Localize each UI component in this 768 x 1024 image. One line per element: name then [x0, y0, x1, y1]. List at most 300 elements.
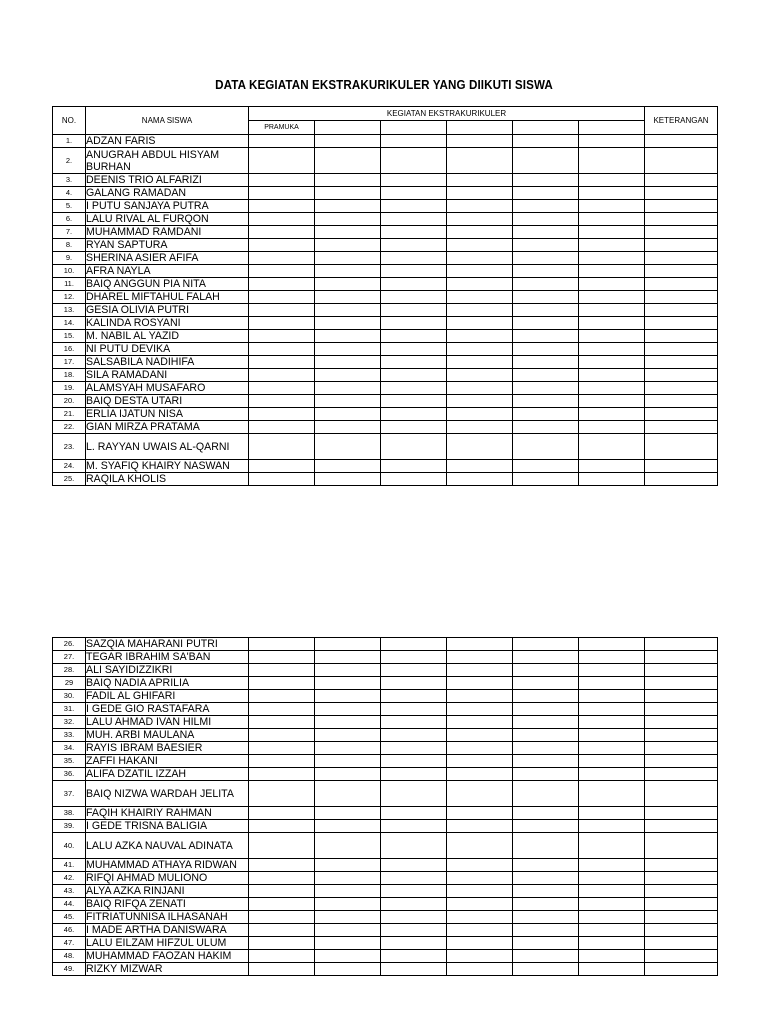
activity-cell	[381, 950, 447, 963]
notes-cell	[645, 473, 718, 486]
student-name: NI PUTU DEVIKA	[86, 343, 249, 356]
activity-cell	[315, 213, 381, 226]
activity-cell	[447, 200, 513, 213]
activity-cell	[315, 651, 381, 664]
notes-cell	[645, 395, 718, 408]
student-name: LALU AHMAD IVAN HILMI	[86, 716, 249, 729]
header-activities: KEGIATAN EKSTRAKURIKULER	[249, 107, 645, 121]
activity-cell	[447, 872, 513, 885]
row-number: 6.	[53, 213, 86, 226]
activity-cell	[513, 703, 579, 716]
table-row	[53, 833, 718, 859]
student-name: FITRIATUNNISA ILHASANAH	[86, 911, 249, 924]
header-notes: KETERANGAN	[645, 107, 718, 135]
activity-cell	[579, 382, 645, 395]
notes-cell	[645, 434, 718, 460]
student-name: FAQIH KHAIRIY RAHMAN	[86, 807, 249, 820]
table-row	[53, 755, 718, 768]
activity-cell	[249, 291, 315, 304]
activity-cell	[447, 664, 513, 677]
student-name: ALYA AZKA RINJANI	[86, 885, 249, 898]
activity-cell	[249, 395, 315, 408]
activity-cell	[447, 742, 513, 755]
activity-cell	[513, 755, 579, 768]
notes-cell	[645, 369, 718, 382]
activity-cell	[315, 330, 381, 343]
activity-cell	[249, 265, 315, 278]
row-number: 40.	[53, 833, 86, 859]
activity-cell	[381, 742, 447, 755]
header-activity-4	[447, 121, 513, 135]
activity-cell	[447, 252, 513, 265]
student-name: LALU EILZAM HIFZUL ULUM	[86, 937, 249, 950]
table-row	[53, 872, 718, 885]
notes-cell	[645, 677, 718, 690]
activity-cell	[447, 690, 513, 703]
activity-cell	[447, 135, 513, 148]
activity-cell	[579, 807, 645, 820]
activity-cell	[579, 317, 645, 330]
row-number: 24.	[53, 460, 86, 473]
table-row	[53, 820, 718, 833]
activity-cell	[513, 200, 579, 213]
student-name: KALINDA ROSYANI	[86, 317, 249, 330]
notes-cell	[645, 265, 718, 278]
student-name: BAIQ DESTA UTARI	[86, 395, 249, 408]
row-number: 9.	[53, 252, 86, 265]
activity-cell	[447, 911, 513, 924]
student-name: GALANG RAMADAN	[86, 187, 249, 200]
table-row	[53, 460, 718, 473]
activity-cell	[315, 226, 381, 239]
student-name: ADZAN FARIS	[86, 135, 249, 148]
activity-cell	[579, 239, 645, 252]
activity-cell	[513, 911, 579, 924]
activity-cell	[513, 148, 579, 174]
activity-cell	[447, 950, 513, 963]
activity-cell	[249, 833, 315, 859]
activity-cell	[579, 638, 645, 651]
notes-cell	[645, 924, 718, 937]
activity-cell	[447, 148, 513, 174]
activity-cell	[513, 369, 579, 382]
table-row	[53, 252, 718, 265]
activity-cell	[513, 434, 579, 460]
activity-cell	[249, 781, 315, 807]
row-number: 2.	[53, 148, 86, 174]
activity-cell	[315, 963, 381, 976]
activity-cell	[447, 638, 513, 651]
row-number: 25.	[53, 473, 86, 486]
activity-cell	[579, 872, 645, 885]
activity-cell	[381, 651, 447, 664]
activity-cell	[315, 473, 381, 486]
row-number: 15.	[53, 330, 86, 343]
activity-cell	[579, 200, 645, 213]
table-row	[53, 278, 718, 291]
activity-cell	[579, 252, 645, 265]
activity-cell	[447, 226, 513, 239]
row-number: 27.	[53, 651, 86, 664]
row-number: 1.	[53, 135, 86, 148]
activity-cell	[513, 460, 579, 473]
notes-cell	[645, 213, 718, 226]
activity-cell	[513, 833, 579, 859]
activity-cell	[579, 356, 645, 369]
activity-cell	[249, 859, 315, 872]
row-number: 5.	[53, 200, 86, 213]
notes-cell	[645, 638, 718, 651]
table-row	[53, 434, 718, 460]
student-name: MUHAMMAD FAOZAN HAKIM	[86, 950, 249, 963]
activity-cell	[447, 716, 513, 729]
notes-cell	[645, 291, 718, 304]
activity-cell	[447, 343, 513, 356]
table-row	[53, 265, 718, 278]
student-activity-table-2	[52, 637, 718, 976]
table-body-2	[53, 638, 718, 976]
table-row	[53, 716, 718, 729]
table-row	[53, 473, 718, 486]
activity-cell	[249, 911, 315, 924]
notes-cell	[645, 820, 718, 833]
row-number: 26.	[53, 638, 86, 651]
activity-cell	[381, 408, 447, 421]
activity-cell	[579, 421, 645, 434]
activity-cell	[513, 963, 579, 976]
table-row	[53, 885, 718, 898]
student-name: MUHAMMAD RAMDANI	[86, 226, 249, 239]
document-title: DATA KEGIATAN EKSTRAKURIKULER YANG DIIKUTI SISWA	[215, 78, 553, 92]
activity-cell	[513, 226, 579, 239]
table-row	[53, 135, 718, 148]
activity-cell	[315, 638, 381, 651]
activity-cell	[579, 460, 645, 473]
row-number: 35.	[53, 755, 86, 768]
activity-cell	[579, 677, 645, 690]
activity-cell	[513, 859, 579, 872]
activity-cell	[315, 304, 381, 317]
activity-cell	[579, 833, 645, 859]
row-number: 7.	[53, 226, 86, 239]
activity-cell	[249, 382, 315, 395]
notes-cell	[645, 950, 718, 963]
row-number: 31.	[53, 703, 86, 716]
activity-cell	[315, 278, 381, 291]
activity-cell	[513, 278, 579, 291]
row-number: 33.	[53, 729, 86, 742]
student-name: AFRA NAYLA	[86, 265, 249, 278]
activity-cell	[579, 148, 645, 174]
notes-cell	[645, 408, 718, 421]
activity-cell	[315, 356, 381, 369]
activity-cell	[381, 278, 447, 291]
activity-cell	[381, 200, 447, 213]
activity-cell	[513, 820, 579, 833]
activity-cell	[249, 898, 315, 911]
activity-cell	[513, 135, 579, 148]
student-name: I GEDE GIO RASTAFARA	[86, 703, 249, 716]
student-name: BAIQ ANGGUN PIA NITA	[86, 278, 249, 291]
table-row	[53, 703, 718, 716]
activity-cell	[447, 729, 513, 742]
activity-cell	[579, 768, 645, 781]
table-row	[53, 937, 718, 950]
student-name: ZAFFI HAKANI	[86, 755, 249, 768]
student-name: RIFQI AHMAD MULIONO	[86, 872, 249, 885]
table-row	[53, 148, 718, 174]
activity-cell	[249, 343, 315, 356]
activity-cell	[381, 382, 447, 395]
activity-cell	[579, 473, 645, 486]
table-row	[53, 356, 718, 369]
activity-cell	[513, 885, 579, 898]
activity-cell	[249, 820, 315, 833]
row-number: 10.	[53, 265, 86, 278]
table-row	[53, 963, 718, 976]
activity-cell	[447, 677, 513, 690]
student-name: ANUGRAH ABDUL HISYAM BURHAN	[86, 148, 249, 174]
activity-cell	[249, 638, 315, 651]
notes-cell	[645, 174, 718, 187]
activity-cell	[381, 252, 447, 265]
activity-cell	[381, 265, 447, 278]
notes-cell	[645, 859, 718, 872]
notes-cell	[645, 278, 718, 291]
activity-cell	[315, 148, 381, 174]
activity-cell	[447, 395, 513, 408]
row-number: 32.	[53, 716, 86, 729]
activity-cell	[381, 187, 447, 200]
activity-cell	[381, 872, 447, 885]
activity-cell	[315, 291, 381, 304]
notes-cell	[645, 898, 718, 911]
notes-cell	[645, 768, 718, 781]
activity-cell	[381, 317, 447, 330]
activity-cell	[249, 664, 315, 677]
activity-cell	[447, 703, 513, 716]
student-name: GIAN MIRZA PRATAMA	[86, 421, 249, 434]
activity-cell	[315, 859, 381, 872]
activity-cell	[579, 703, 645, 716]
activity-cell	[381, 937, 447, 950]
activity-cell	[315, 239, 381, 252]
table-row	[53, 664, 718, 677]
student-name: RIZKY MIZWAR	[86, 963, 249, 976]
activity-cell	[579, 135, 645, 148]
activity-cell	[381, 677, 447, 690]
notes-cell	[645, 872, 718, 885]
activity-cell	[579, 690, 645, 703]
row-number: 29	[53, 677, 86, 690]
activity-cell	[315, 885, 381, 898]
activity-cell	[513, 317, 579, 330]
activity-cell	[249, 950, 315, 963]
activity-cell	[447, 213, 513, 226]
activity-cell	[579, 885, 645, 898]
activity-cell	[381, 885, 447, 898]
table-row	[53, 421, 718, 434]
activity-cell	[249, 304, 315, 317]
student-name: LALU AZKA NAUVAL ADINATA	[86, 833, 249, 859]
row-number: 30.	[53, 690, 86, 703]
notes-cell	[645, 382, 718, 395]
student-name: BAIQ RIFQA ZENATI	[86, 898, 249, 911]
activity-cell	[447, 963, 513, 976]
table-row	[53, 742, 718, 755]
activity-cell	[513, 174, 579, 187]
activity-cell	[381, 781, 447, 807]
activity-cell	[315, 898, 381, 911]
activity-cell	[579, 742, 645, 755]
activity-cell	[249, 239, 315, 252]
activity-cell	[315, 434, 381, 460]
row-number: 42.	[53, 872, 86, 885]
activity-cell	[249, 434, 315, 460]
activity-cell	[447, 937, 513, 950]
table-row	[53, 898, 718, 911]
table-row	[53, 343, 718, 356]
activity-cell	[315, 937, 381, 950]
notes-cell	[645, 833, 718, 859]
student-name: I GEDE TRISNA BALIGIA	[86, 820, 249, 833]
activity-cell	[513, 291, 579, 304]
activity-cell	[579, 343, 645, 356]
notes-cell	[645, 135, 718, 148]
student-name: M. NABIL AL YAZID	[86, 330, 249, 343]
notes-cell	[645, 356, 718, 369]
activity-cell	[447, 265, 513, 278]
activity-cell	[381, 226, 447, 239]
activity-cell	[249, 278, 315, 291]
activity-cell	[381, 729, 447, 742]
notes-cell	[645, 200, 718, 213]
row-number: 37.	[53, 781, 86, 807]
activity-cell	[249, 716, 315, 729]
student-name: DEENIS TRIO ALFARIZI	[86, 174, 249, 187]
activity-cell	[381, 239, 447, 252]
activity-cell	[513, 924, 579, 937]
activity-cell	[447, 382, 513, 395]
notes-cell	[645, 330, 718, 343]
table-row	[53, 638, 718, 651]
table-row	[53, 226, 718, 239]
activity-cell	[447, 859, 513, 872]
table-row	[53, 213, 718, 226]
activity-cell	[513, 729, 579, 742]
activity-cell	[513, 343, 579, 356]
activity-cell	[579, 213, 645, 226]
row-number: 44.	[53, 898, 86, 911]
activity-cell	[381, 304, 447, 317]
activity-cell	[579, 408, 645, 421]
activity-cell	[315, 265, 381, 278]
activity-cell	[579, 278, 645, 291]
notes-cell	[645, 807, 718, 820]
student-name: I PUTU SANJAYA PUTRA	[86, 200, 249, 213]
row-number: 34.	[53, 742, 86, 755]
activity-cell	[249, 148, 315, 174]
activity-cell	[381, 716, 447, 729]
activity-cell	[447, 317, 513, 330]
row-number: 8.	[53, 239, 86, 252]
activity-cell	[579, 729, 645, 742]
activity-cell	[315, 421, 381, 434]
activity-cell	[447, 924, 513, 937]
activity-cell	[447, 781, 513, 807]
row-number: 12.	[53, 291, 86, 304]
activity-cell	[249, 317, 315, 330]
activity-cell	[381, 768, 447, 781]
row-number: 19.	[53, 382, 86, 395]
activity-cell	[315, 872, 381, 885]
row-number: 47.	[53, 937, 86, 950]
activity-cell	[513, 330, 579, 343]
student-name: RAQILA KHOLIS	[86, 473, 249, 486]
notes-cell	[645, 703, 718, 716]
activity-cell	[513, 664, 579, 677]
table-row	[53, 950, 718, 963]
activity-cell	[381, 664, 447, 677]
activity-cell	[513, 716, 579, 729]
activity-cell	[315, 369, 381, 382]
activity-cell	[381, 807, 447, 820]
activity-cell	[315, 395, 381, 408]
table-row	[53, 291, 718, 304]
activity-cell	[513, 356, 579, 369]
activity-cell	[579, 781, 645, 807]
activity-cell	[249, 226, 315, 239]
activity-cell	[315, 820, 381, 833]
activity-cell	[315, 382, 381, 395]
notes-cell	[645, 690, 718, 703]
activity-cell	[249, 473, 315, 486]
activity-cell	[447, 434, 513, 460]
activity-cell	[447, 278, 513, 291]
activity-cell	[447, 304, 513, 317]
activity-cell	[447, 833, 513, 859]
row-number: 18.	[53, 369, 86, 382]
notes-cell	[645, 226, 718, 239]
notes-cell	[645, 664, 718, 677]
activity-cell	[315, 911, 381, 924]
activity-cell	[579, 265, 645, 278]
activity-cell	[381, 291, 447, 304]
activity-cell	[579, 963, 645, 976]
activity-cell	[447, 651, 513, 664]
activity-cell	[579, 950, 645, 963]
notes-cell	[645, 421, 718, 434]
activity-cell	[381, 395, 447, 408]
activity-cell	[381, 859, 447, 872]
table-row	[53, 807, 718, 820]
activity-cell	[579, 924, 645, 937]
student-name: GESIA OLIVIA PUTRI	[86, 304, 249, 317]
student-name: FADIL AL GHIFARI	[86, 690, 249, 703]
table-row	[53, 330, 718, 343]
activity-cell	[249, 677, 315, 690]
activity-cell	[315, 187, 381, 200]
student-name: MUH. ARBI MAULANA	[86, 729, 249, 742]
activity-cell	[249, 937, 315, 950]
notes-cell	[645, 885, 718, 898]
table-body-1	[53, 135, 718, 486]
student-name: MUHAMMAD ATHAYA RIDWAN	[86, 859, 249, 872]
table-row	[53, 677, 718, 690]
activity-cell	[249, 924, 315, 937]
row-number: 28.	[53, 664, 86, 677]
activity-cell	[579, 330, 645, 343]
